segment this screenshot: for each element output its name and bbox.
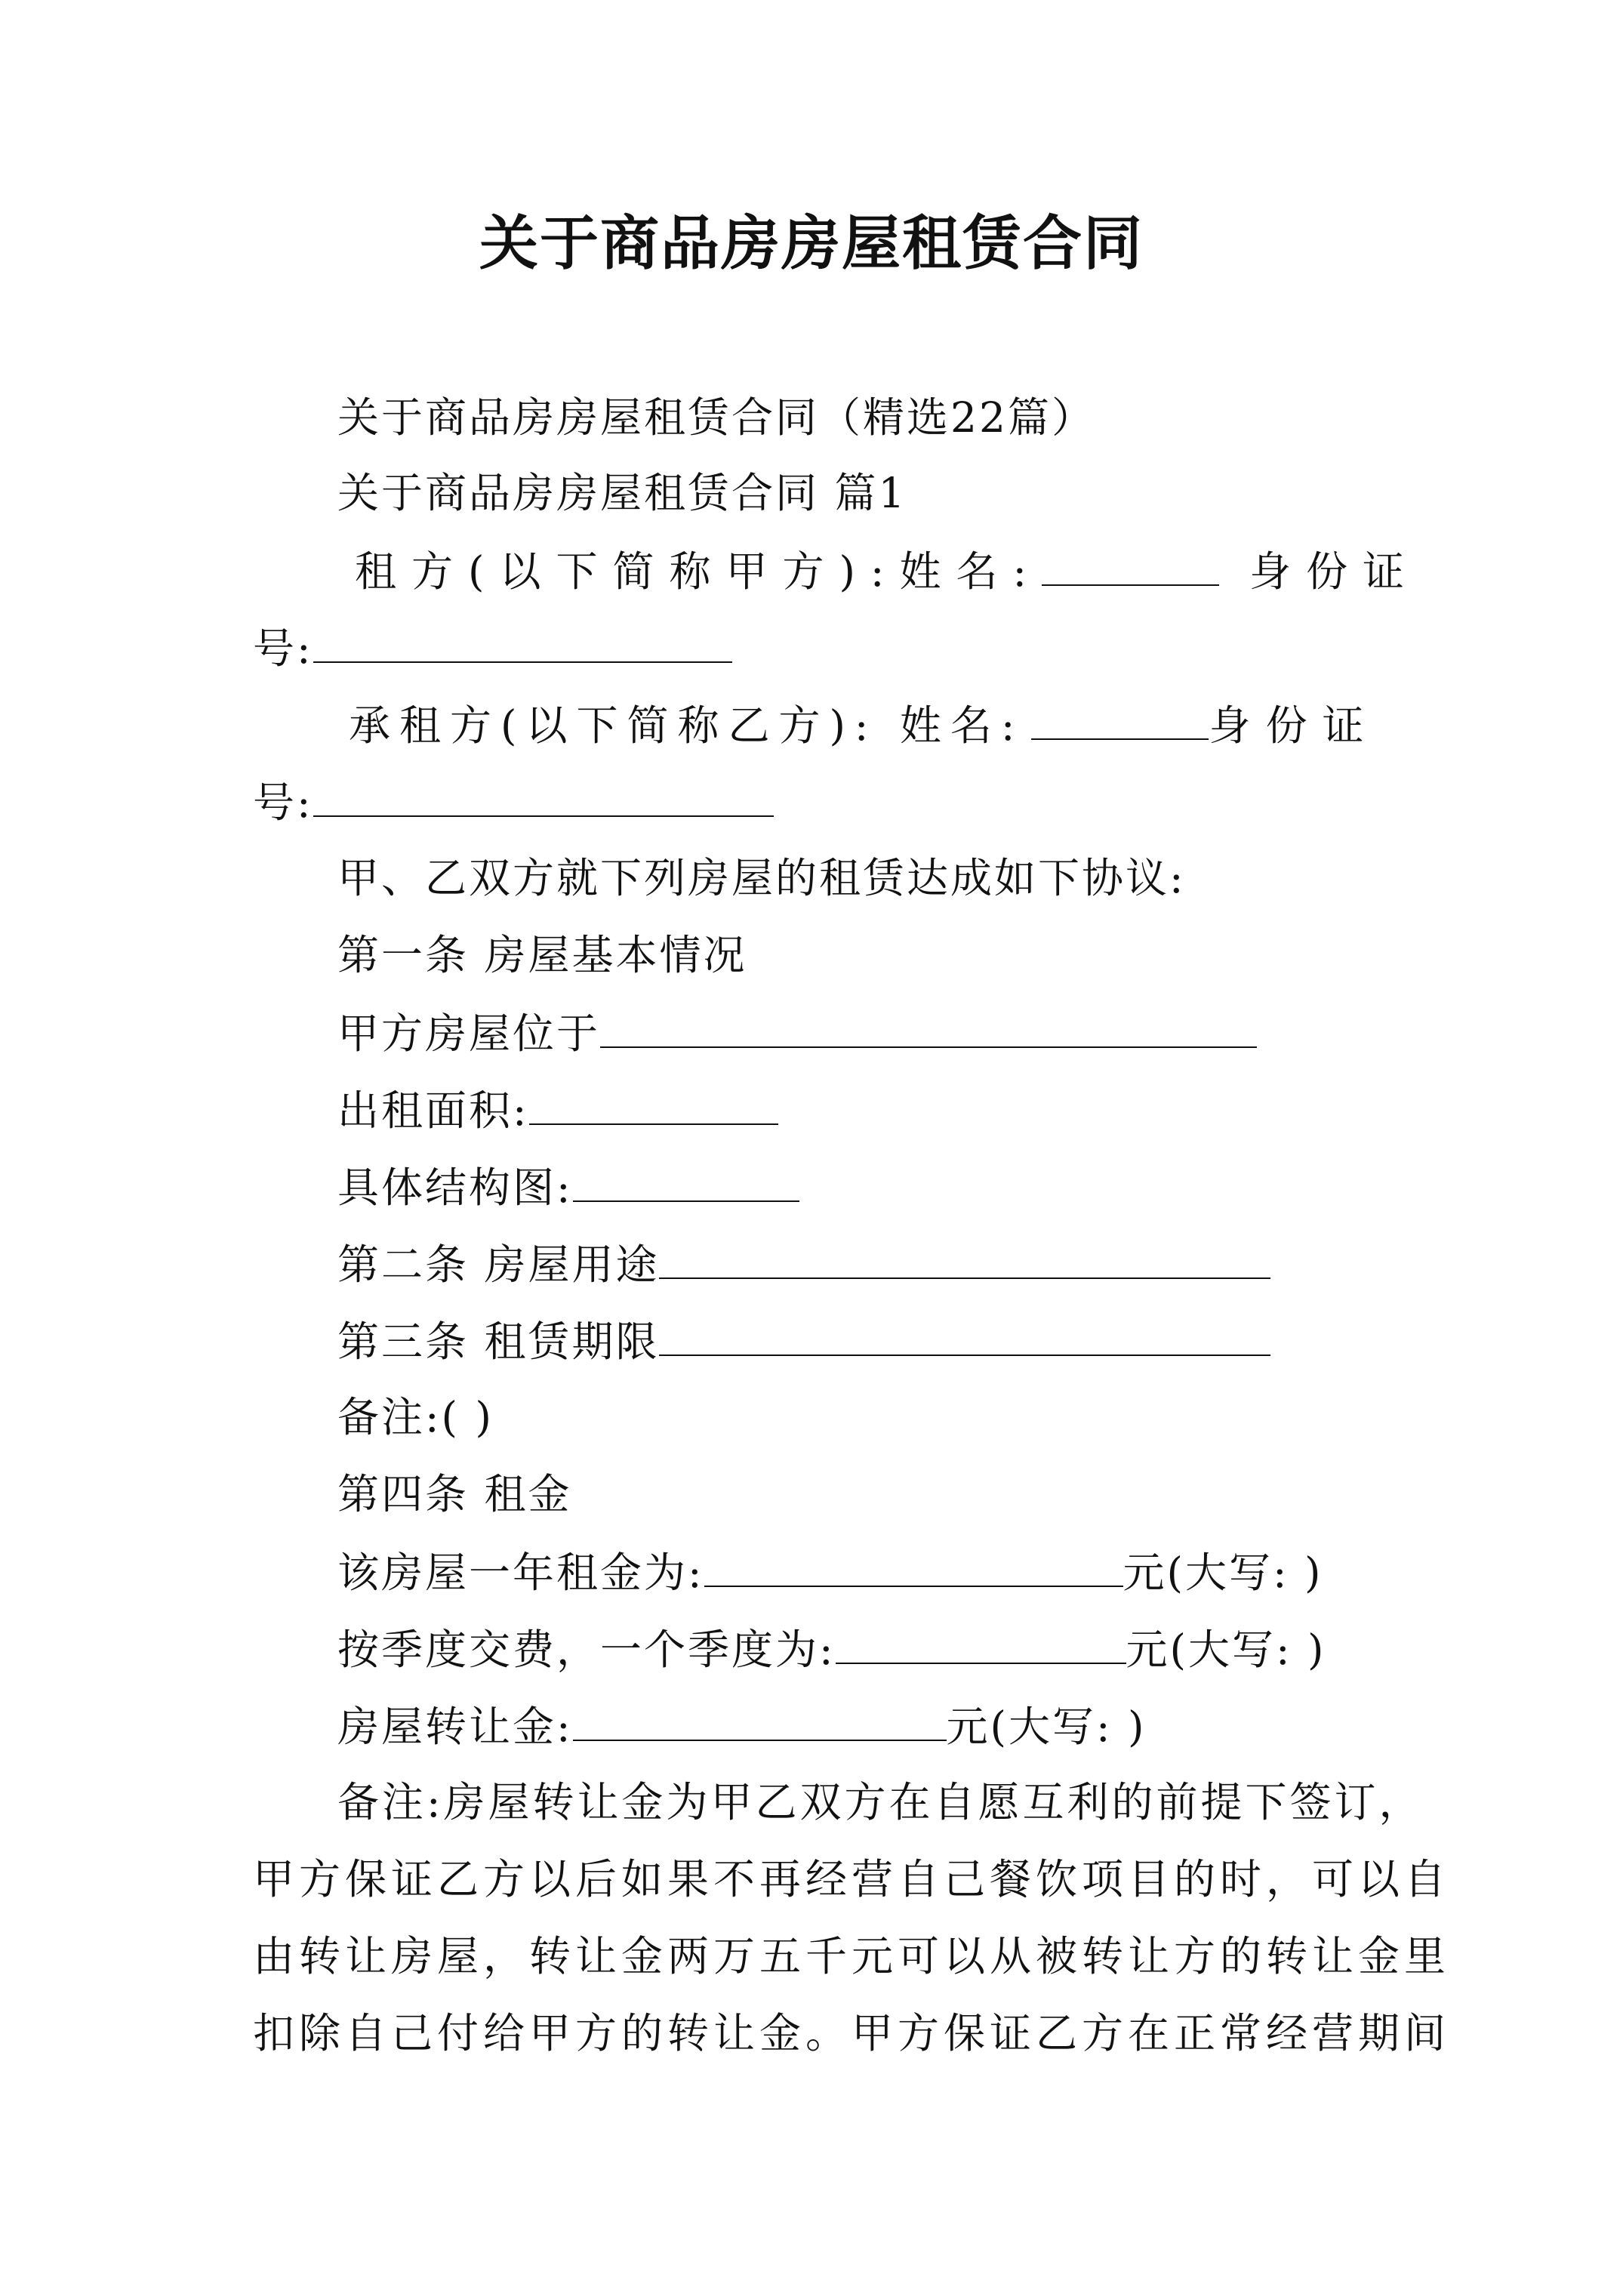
article3-note: 备注:( ) [337,1393,494,1441]
lessor-label: 租方(以下简称甲方):姓名: [355,547,1042,596]
quarter-rent-blank [836,1622,1126,1664]
transfer-fee-suffix: 元(大写: ) [946,1703,1147,1751]
annual-rent-line [337,1545,1323,1599]
lessor-id-label: 身份证 [1249,547,1419,596]
lessor-name-blank [1042,544,1219,586]
structure-line [337,1160,799,1214]
article4-heading: 第四条 租金 [337,1470,572,1518]
lessor-id-label-b: 号: [253,624,313,673]
annual-rent-label: 该房屋一年租金为: [337,1549,704,1597]
agreement-intro: 甲、乙双方就下列房屋的租赁达成如下协议: [337,854,1186,902]
transfer-fee-blank [573,1699,947,1741]
document-title: 关于商品房房屋租赁合同 [479,209,1144,278]
remark-line-1: 备注:房屋转让金为甲乙双方在自愿互利的前提下签订， [337,1778,1424,1826]
remark-line-4: 扣除自己付给甲方的转让金。甲方保证乙方在正常经营期间 [253,2009,1451,2057]
transfer-fee-label: 房屋转让金: [337,1703,573,1751]
lessor-line [355,544,1419,598]
section-heading: 关于商品房房屋租赁合同 篇1 [337,469,907,517]
lessee-id-blank [313,775,774,817]
location-line [337,1006,1257,1060]
annual-rent-blank [704,1545,1123,1587]
article3-line [337,1314,1270,1368]
lessee-id-label-b: 号: [253,778,313,827]
lessee-label: 承租方(以下简称乙方): 姓名: [349,701,1024,750]
location-label: 甲方房屋位于 [337,1009,601,1058]
area-line [337,1083,778,1137]
transfer-fee-line [337,1699,1146,1753]
article3-blank [659,1314,1270,1356]
annual-rent-suffix: 元(大写: ) [1123,1549,1323,1597]
article2-line [337,1237,1270,1291]
document-subtitle: 关于商品房房屋租赁合同（精选22篇） [337,393,1095,442]
article1-heading: 第一条 房屋基本情况 [337,931,747,979]
article2-blank [659,1237,1270,1279]
lessee-id-label: 身份证 [1209,701,1379,750]
quarter-rent-line [337,1622,1326,1676]
lessee-line [349,698,1378,752]
lessee-name-blank [1031,698,1209,740]
lessee-id-line [253,775,774,829]
lessor-id-blank [313,621,732,663]
area-blank [529,1083,778,1125]
article2-heading: 第二条 房屋用途 [337,1240,660,1289]
article3-heading: 第三条 租赁期限 [337,1318,660,1366]
location-blank [600,1006,1257,1048]
quarter-rent-label: 按季度交费，一个季度为: [337,1626,836,1674]
quarter-rent-suffix: 元(大写: ) [1126,1626,1326,1674]
remark-line-2: 甲方保证乙方以后如果不再经营自己餐饮项目的时，可以自 [253,1855,1451,1903]
structure-label: 具体结构图: [337,1163,573,1212]
structure-blank [573,1160,799,1202]
lessor-id-line [253,621,732,675]
area-label: 出租面积: [337,1086,529,1135]
remark-line-3: 由转让房屋，转让金两万五千元可以从被转让方的转让金里 [253,1932,1451,1980]
